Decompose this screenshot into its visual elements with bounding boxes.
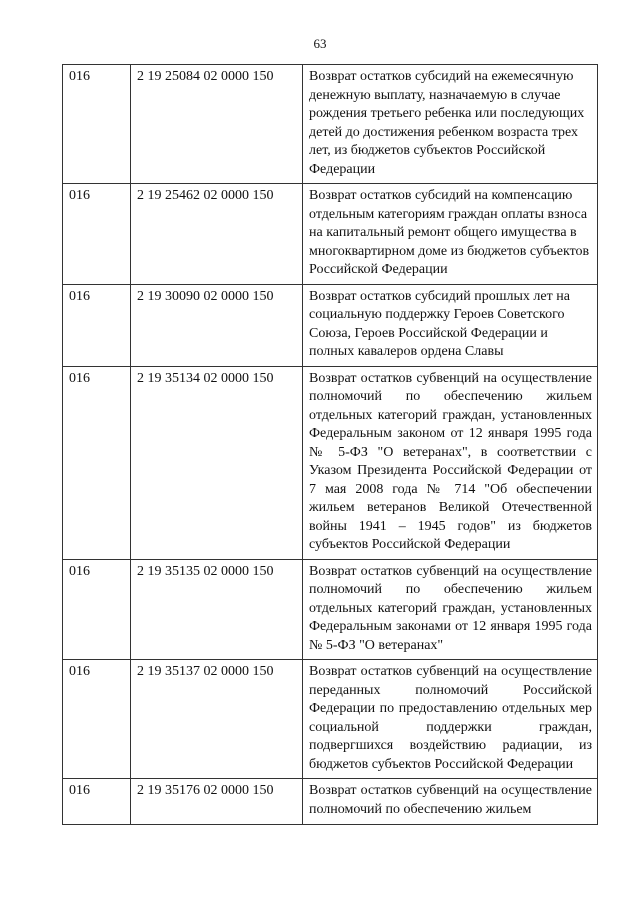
admin-code-cell: 016 bbox=[63, 184, 131, 285]
admin-code-cell: 016 bbox=[63, 559, 131, 660]
description-cell: Возврат остатков субвенций на осуществление полномочий по обеспечению жильем отдельных категорий граждан, установленных Федеральным законами от 12 января 1995 года № 5-ФЗ "О ветеранах" bbox=[303, 559, 598, 660]
description-cell: Возврат остатков субвенций на осуществление полномочий по обеспечению жильем bbox=[303, 779, 598, 825]
budget-code-cell: 2 19 35134 02 0000 150 bbox=[131, 366, 303, 559]
budget-code-cell: 2 19 25084 02 0000 150 bbox=[131, 65, 303, 184]
table-row bbox=[63, 284, 598, 366]
budget-codes-table bbox=[62, 64, 598, 825]
description-cell: Возврат остатков субсидий на компенсацию отдельным категориям граждан оплаты взноса на капитальный ремонт общего имущества в многоквартирном доме из бюджетов субъектов Российской Федерации bbox=[303, 184, 598, 285]
table-row bbox=[63, 660, 598, 779]
budget-code-cell: 2 19 25462 02 0000 150 bbox=[131, 184, 303, 285]
budget-code-cell: 2 19 30090 02 0000 150 bbox=[131, 284, 303, 366]
admin-code-cell: 016 bbox=[63, 366, 131, 559]
admin-code-cell: 016 bbox=[63, 660, 131, 779]
budget-code-cell: 2 19 35137 02 0000 150 bbox=[131, 660, 303, 779]
table-row bbox=[63, 559, 598, 660]
description-cell: Возврат остатков субвенций на осуществление полномочий по обеспечению жильем отдельных категорий граждан, установленных Федеральным законом от 12 января 1995 года № 5-ФЗ "О ветеранах", в соответствии с Указом Президента Российской Федерации от 7 мая 2008 года № 714 "Об обеспечении жильем ветеранов Великой Отечественной войны 1941 – 1945 годов" из бюджетов субъектов Российской Федерации bbox=[303, 366, 598, 559]
description-cell: Возврат остатков субсидий на ежемесячную денежную выплату, назначаемую в случае рождения третьего ребенка или последующих детей до достижения ребенком возраста трех лет, из бюджетов субъектов Российской Федерации bbox=[303, 65, 598, 184]
page-number: 63 bbox=[313, 36, 327, 51]
admin-code-cell: 016 bbox=[63, 65, 131, 184]
budget-code-cell: 2 19 35135 02 0000 150 bbox=[131, 559, 303, 660]
table-row bbox=[63, 184, 598, 285]
admin-code-cell: 016 bbox=[63, 779, 131, 825]
description-cell: Возврат остатков субвенций на осуществление переданных полномочий Российской Федерации по предоставлению отдельных мер социальной поддержки граждан, подвергшихся воздействию радиации, из бюджетов субъектов Российской Федерации bbox=[303, 660, 598, 779]
admin-code-cell: 016 bbox=[63, 284, 131, 366]
description-cell: Возврат остатков субсидий прошлых лет на социальную поддержку Героев Советского Союза, Героев Российской Федерации и полных кавалеров ордена Славы bbox=[303, 284, 598, 366]
table-row bbox=[63, 366, 598, 559]
table-row bbox=[63, 65, 598, 184]
table-row bbox=[63, 779, 598, 825]
budget-code-cell: 2 19 35176 02 0000 150 bbox=[131, 779, 303, 825]
